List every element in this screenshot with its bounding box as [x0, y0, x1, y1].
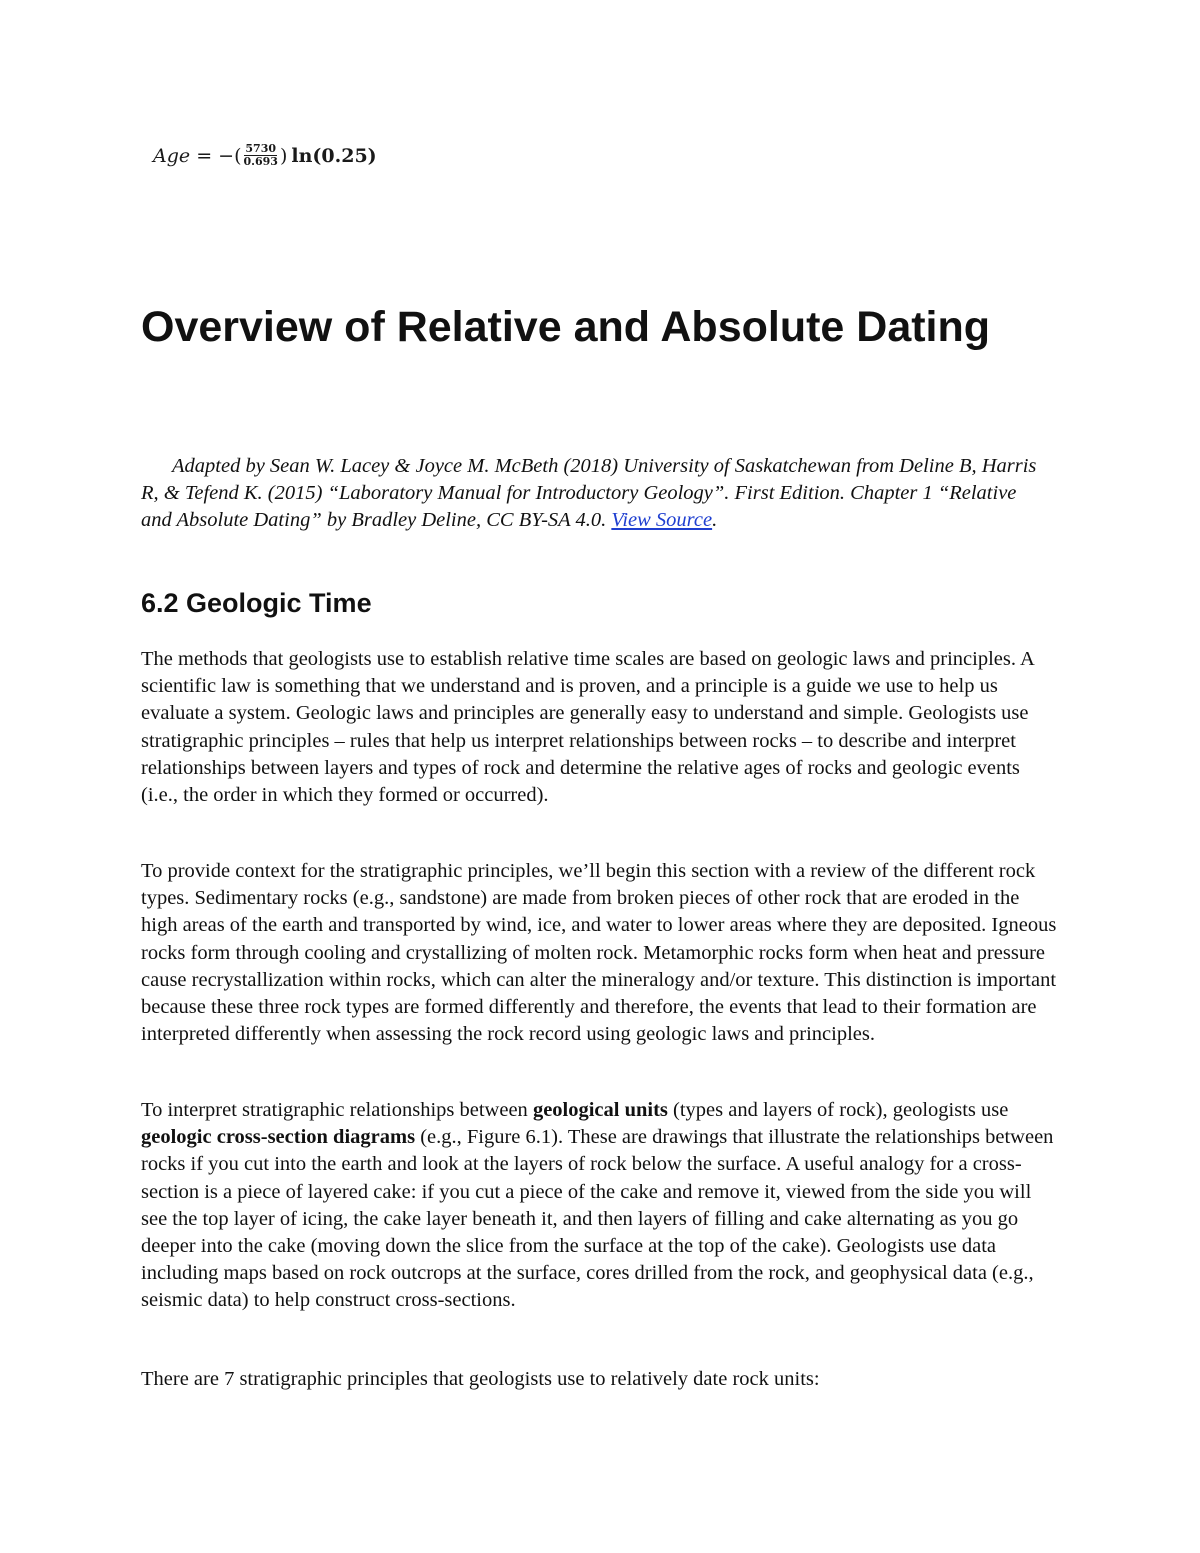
equation-lhs: Age [153, 144, 191, 167]
equation-close: ) [279, 144, 288, 167]
paragraph-geologic-laws: The methods that geologists use to establish relative time scales are based on geologic laws and principles. A scientific law is something that we understand and is proven, and a principle is a guide we use to help us evaluate a system. Geologic laws and principles are generally easy to understand and simple. Geologists use stratigraphic principles – rules that help us interpret relationships between rocks – to describe and interpret relationships between layers and types of rock and determine the relative ages of rocks and geologic events (i.e., the order in which they formed or occurred). [141, 648, 1034, 807]
equation-fraction [243, 143, 279, 168]
attribution-note [141, 453, 1051, 534]
equation-minus: −( [218, 144, 242, 167]
paragraph-principles-intro: There are 7 stratigraphic principles that geologists use to relatively date rock units: [141, 1368, 820, 1390]
view-source-link[interactable]: View Source [611, 509, 713, 531]
equation-ln-term: ln(0.25) [291, 144, 377, 167]
paragraph-rock-types: To provide context for the stratigraphic principles, we’ll begin this section with a review of the different rock types. Sedimentary rocks (e.g., sandstone) are made from broken pieces of other rock that are eroded in the high areas of the earth and transported by wind, ice, and water to lower areas where they are deposited. Igneous rocks form through cooling and crystallizing of molten rock. Metamorphic rocks form when heat and pressure cause recrystallization within rocks, which can alter the mineralogy and/or texture. This distinction is important because these three rock types are formed differently and therefore, the events that lead to their formation are interpreted differently when assessing the rock record using geologic laws and principles. [141, 860, 1057, 1046]
attribution-end: . [712, 509, 718, 531]
section-heading: 6.2 Geologic Time [141, 588, 372, 618]
equation-denominator: 0.693 [243, 155, 278, 168]
paragraph3-part1: To interpret stratigraphic relationships between [141, 1099, 533, 1121]
paragraph3-part3: (e.g., Figure 6.1). These are drawings that illustrate the relationships between rocks if you cut into the earth and look at the layers of rock below the surface. A useful analogy for a cross-section is a piece of layered cake: if you cut a piece of the cake and remove it, viewed from the side you will see the top layer of icing, the cake layer beneath it, and then layers of filling and cake alternating as you go deeper into the cake (moving down the slice from the surface at the top of the cake). Geologists use data including maps based on rock outcrops at the surface, cores drilled from the rock, and geophysical data (e.g., seismic data) to help construct cross-sections. [141, 1126, 1054, 1312]
term-cross-section-diagrams: geologic cross-section diagrams [141, 1126, 416, 1149]
attribution-text: Adapted by Sean W. Lacey & Joyce M. McBeth (2018) University of Saskatchewan from Deline B, Harris R, & Tefend K. (2015) “Laboratory Manual for Introductory Geology”. First Edition. Chapter 1 “Relative and Absolute Dating” by Bradley Deline, CC BY-SA 4.0. [141, 455, 1037, 531]
term-geological-units: geological units [532, 1099, 668, 1121]
paragraph-cross-sections [141, 1097, 1059, 1315]
page-title: Overview of Relative and Absolute Dating [141, 303, 991, 351]
radiocarbon-age-equation [153, 143, 377, 168]
equation-equals: = [196, 144, 213, 167]
equation-numerator: 5730 [245, 142, 277, 155]
paragraph3-part2: (types and layers of rock), geologists use [667, 1099, 1009, 1121]
